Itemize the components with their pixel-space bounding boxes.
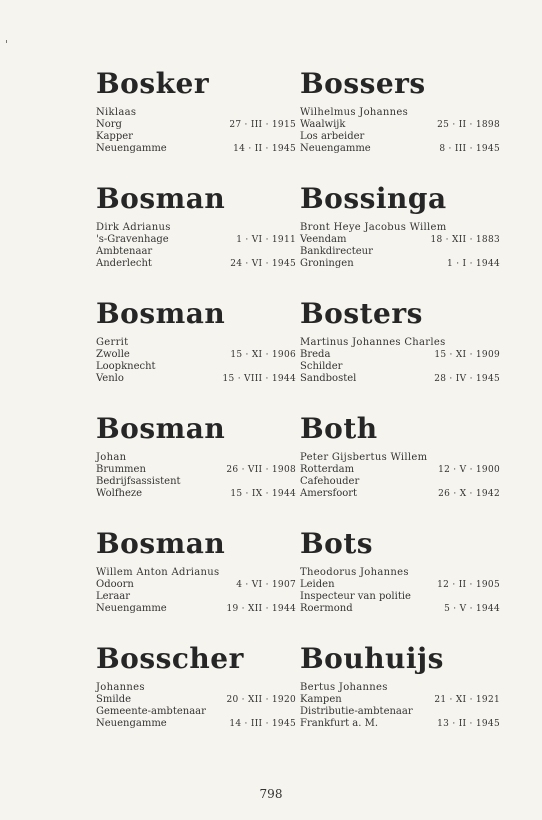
death-row [300,603,500,615]
margin-mark [6,40,7,43]
occupation-row [96,131,296,143]
person-entry [96,292,296,407]
deathdate: 14 · II · 1945 [233,144,296,154]
occupation: Distributie-ambtenaar [300,706,413,717]
birth-row [96,579,296,591]
birth-row [96,119,296,131]
occupation: Leraar [96,591,131,602]
death-row [300,258,500,270]
occupation: Los arbeider [300,131,365,142]
deathplace: Amersfoort [300,488,358,499]
death-row [96,373,296,385]
death-row [300,718,500,730]
given-names: Theodorus Johannes [300,567,409,578]
birthdate: 25 · II · 1898 [437,120,500,130]
deathplace: Frankfurt a. M. [300,718,379,729]
birthplace: Zwolle [96,349,130,360]
surname-heading: Bossers [300,67,426,100]
right-column [300,62,500,752]
deathplace: Groningen [300,258,354,269]
surname-heading: Bosker [96,67,210,100]
person-entry [96,522,296,637]
death-row [96,603,296,615]
deathdate: 26 · X · 1942 [438,489,500,499]
deathplace: Neuengamme [300,143,371,154]
given-names: Gerrit [96,337,129,348]
deathdate: 14 · III · 1945 [229,719,296,729]
person-entry [300,522,500,637]
birthdate: 18 · XII · 1883 [430,235,500,245]
deathdate: 8 · III · 1945 [439,144,500,154]
deathplace: Sandbostel [300,373,357,384]
surname-heading: Bouhuijs [300,642,444,675]
occupation: Bankdirecteur [300,246,373,257]
given-names: Dirk Adrianus [96,222,171,233]
deathplace: Venlo [96,373,124,384]
birthplace: Waalwijk [300,119,346,130]
person-entry [96,407,296,522]
given-names: Johan [96,452,127,463]
birthplace: Rotterdam [300,464,355,475]
deathdate: 19 · XII · 1944 [226,604,296,614]
death-row [300,488,500,500]
occupation: Schilder [300,361,343,372]
surname-heading: Bosman [96,412,226,445]
occupation: Ambtenaar [96,246,153,257]
birth-row [96,694,296,706]
deathplace: Neuengamme [96,603,167,614]
occupation: Bedrijfsassistent [96,476,181,487]
person-entry [96,62,296,177]
birthdate: 21 · XI · 1921 [434,695,500,705]
birthplace: Kampen [300,694,342,705]
occupation: Kapper [96,131,133,142]
deathdate: 15 · IX · 1944 [230,489,296,499]
occupation-row [96,476,296,488]
occupation-row [300,476,500,488]
occupation-row [300,246,500,258]
birthdate: 26 · VII · 1908 [226,465,296,475]
occupation-row [96,706,296,718]
given-names: Willem Anton Adrianus [96,567,220,578]
surname-heading: Bosman [96,297,226,330]
deathdate: 24 · VI · 1945 [230,259,296,269]
person-entry [300,62,500,177]
given-names: Johannes [96,682,145,693]
death-row [300,373,500,385]
deathplace: Roermond [300,603,353,614]
birth-row [300,119,500,131]
death-row [300,143,500,155]
surname-heading: Bosman [96,527,226,560]
death-row [96,488,296,500]
birth-row [300,579,500,591]
deathdate: 1 · I · 1944 [447,259,500,269]
death-row [96,143,296,155]
birthdate: 12 · II · 1905 [437,580,500,590]
occupation-row [96,246,296,258]
occupation-row [300,131,500,143]
deathplace: Anderlecht [96,258,152,269]
given-names: Niklaas [96,107,137,118]
given-names: Bront Heye Jacobus Willem [300,222,447,233]
birthdate: 12 · V · 1900 [438,465,500,475]
birthdate: 15 · XI · 1906 [230,350,296,360]
deathdate: 28 · IV · 1945 [434,374,500,384]
surname-heading: Bosman [96,182,226,215]
birthdate: 1 · VI · 1911 [236,235,296,245]
person-entry [96,637,296,752]
birth-row [96,234,296,246]
page-number: 798 [259,787,283,801]
person-entry [96,177,296,292]
person-entry [300,292,500,407]
birth-row [96,349,296,361]
surname-heading: Both [300,412,378,445]
occupation: Gemeente-ambtenaar [96,706,206,717]
deathplace: Neuengamme [96,718,167,729]
deathdate: 15 · VIII · 1944 [222,374,296,384]
birthplace: Breda [300,349,331,360]
occupation-row [300,361,500,373]
birthdate: 27 · III · 1915 [229,120,296,130]
birth-row [96,464,296,476]
occupation: Loopknecht [96,361,156,372]
death-row [96,718,296,730]
given-names: Peter Gijsbertus Willem [300,452,428,463]
birthplace: Veendam [300,234,347,245]
birthplace: Brummen [96,464,146,475]
person-entry [300,177,500,292]
occupation-row [300,706,500,718]
occupation-row [96,361,296,373]
birth-row [300,349,500,361]
person-entry [300,407,500,522]
left-column [96,62,296,752]
birthplace: Odoorn [96,579,134,590]
given-names: Bertus Johannes [300,682,388,693]
deathdate: 13 · II · 1945 [437,719,500,729]
surname-heading: Bosscher [96,642,244,675]
birth-row [300,464,500,476]
occupation-row [300,591,500,603]
deathplace: Neuengamme [96,143,167,154]
given-names: Martinus Johannes Charles [300,337,446,348]
occupation-row [96,591,296,603]
birthplace: Smilde [96,694,132,705]
death-row [96,258,296,270]
birthplace: Leiden [300,579,335,590]
birthplace: Norg [96,119,122,130]
surname-heading: Bosters [300,297,423,330]
birthdate: 15 · XI · 1909 [434,350,500,360]
birth-row [300,234,500,246]
birthdate: 20 · XII · 1920 [226,695,296,705]
surname-heading: Bossinga [300,182,447,215]
person-entry [300,637,500,752]
birthplace: 's-Gravenhage [96,234,169,245]
birth-row [300,694,500,706]
deathplace: Wolfheze [96,488,143,499]
birthdate: 4 · VI · 1907 [236,580,296,590]
occupation: Inspecteur van politie [300,591,411,602]
occupation: Cafehouder [300,476,360,487]
deathdate: 5 · V · 1944 [444,604,500,614]
given-names: Wilhelmus Johannes [300,107,409,118]
surname-heading: Bots [300,527,374,560]
